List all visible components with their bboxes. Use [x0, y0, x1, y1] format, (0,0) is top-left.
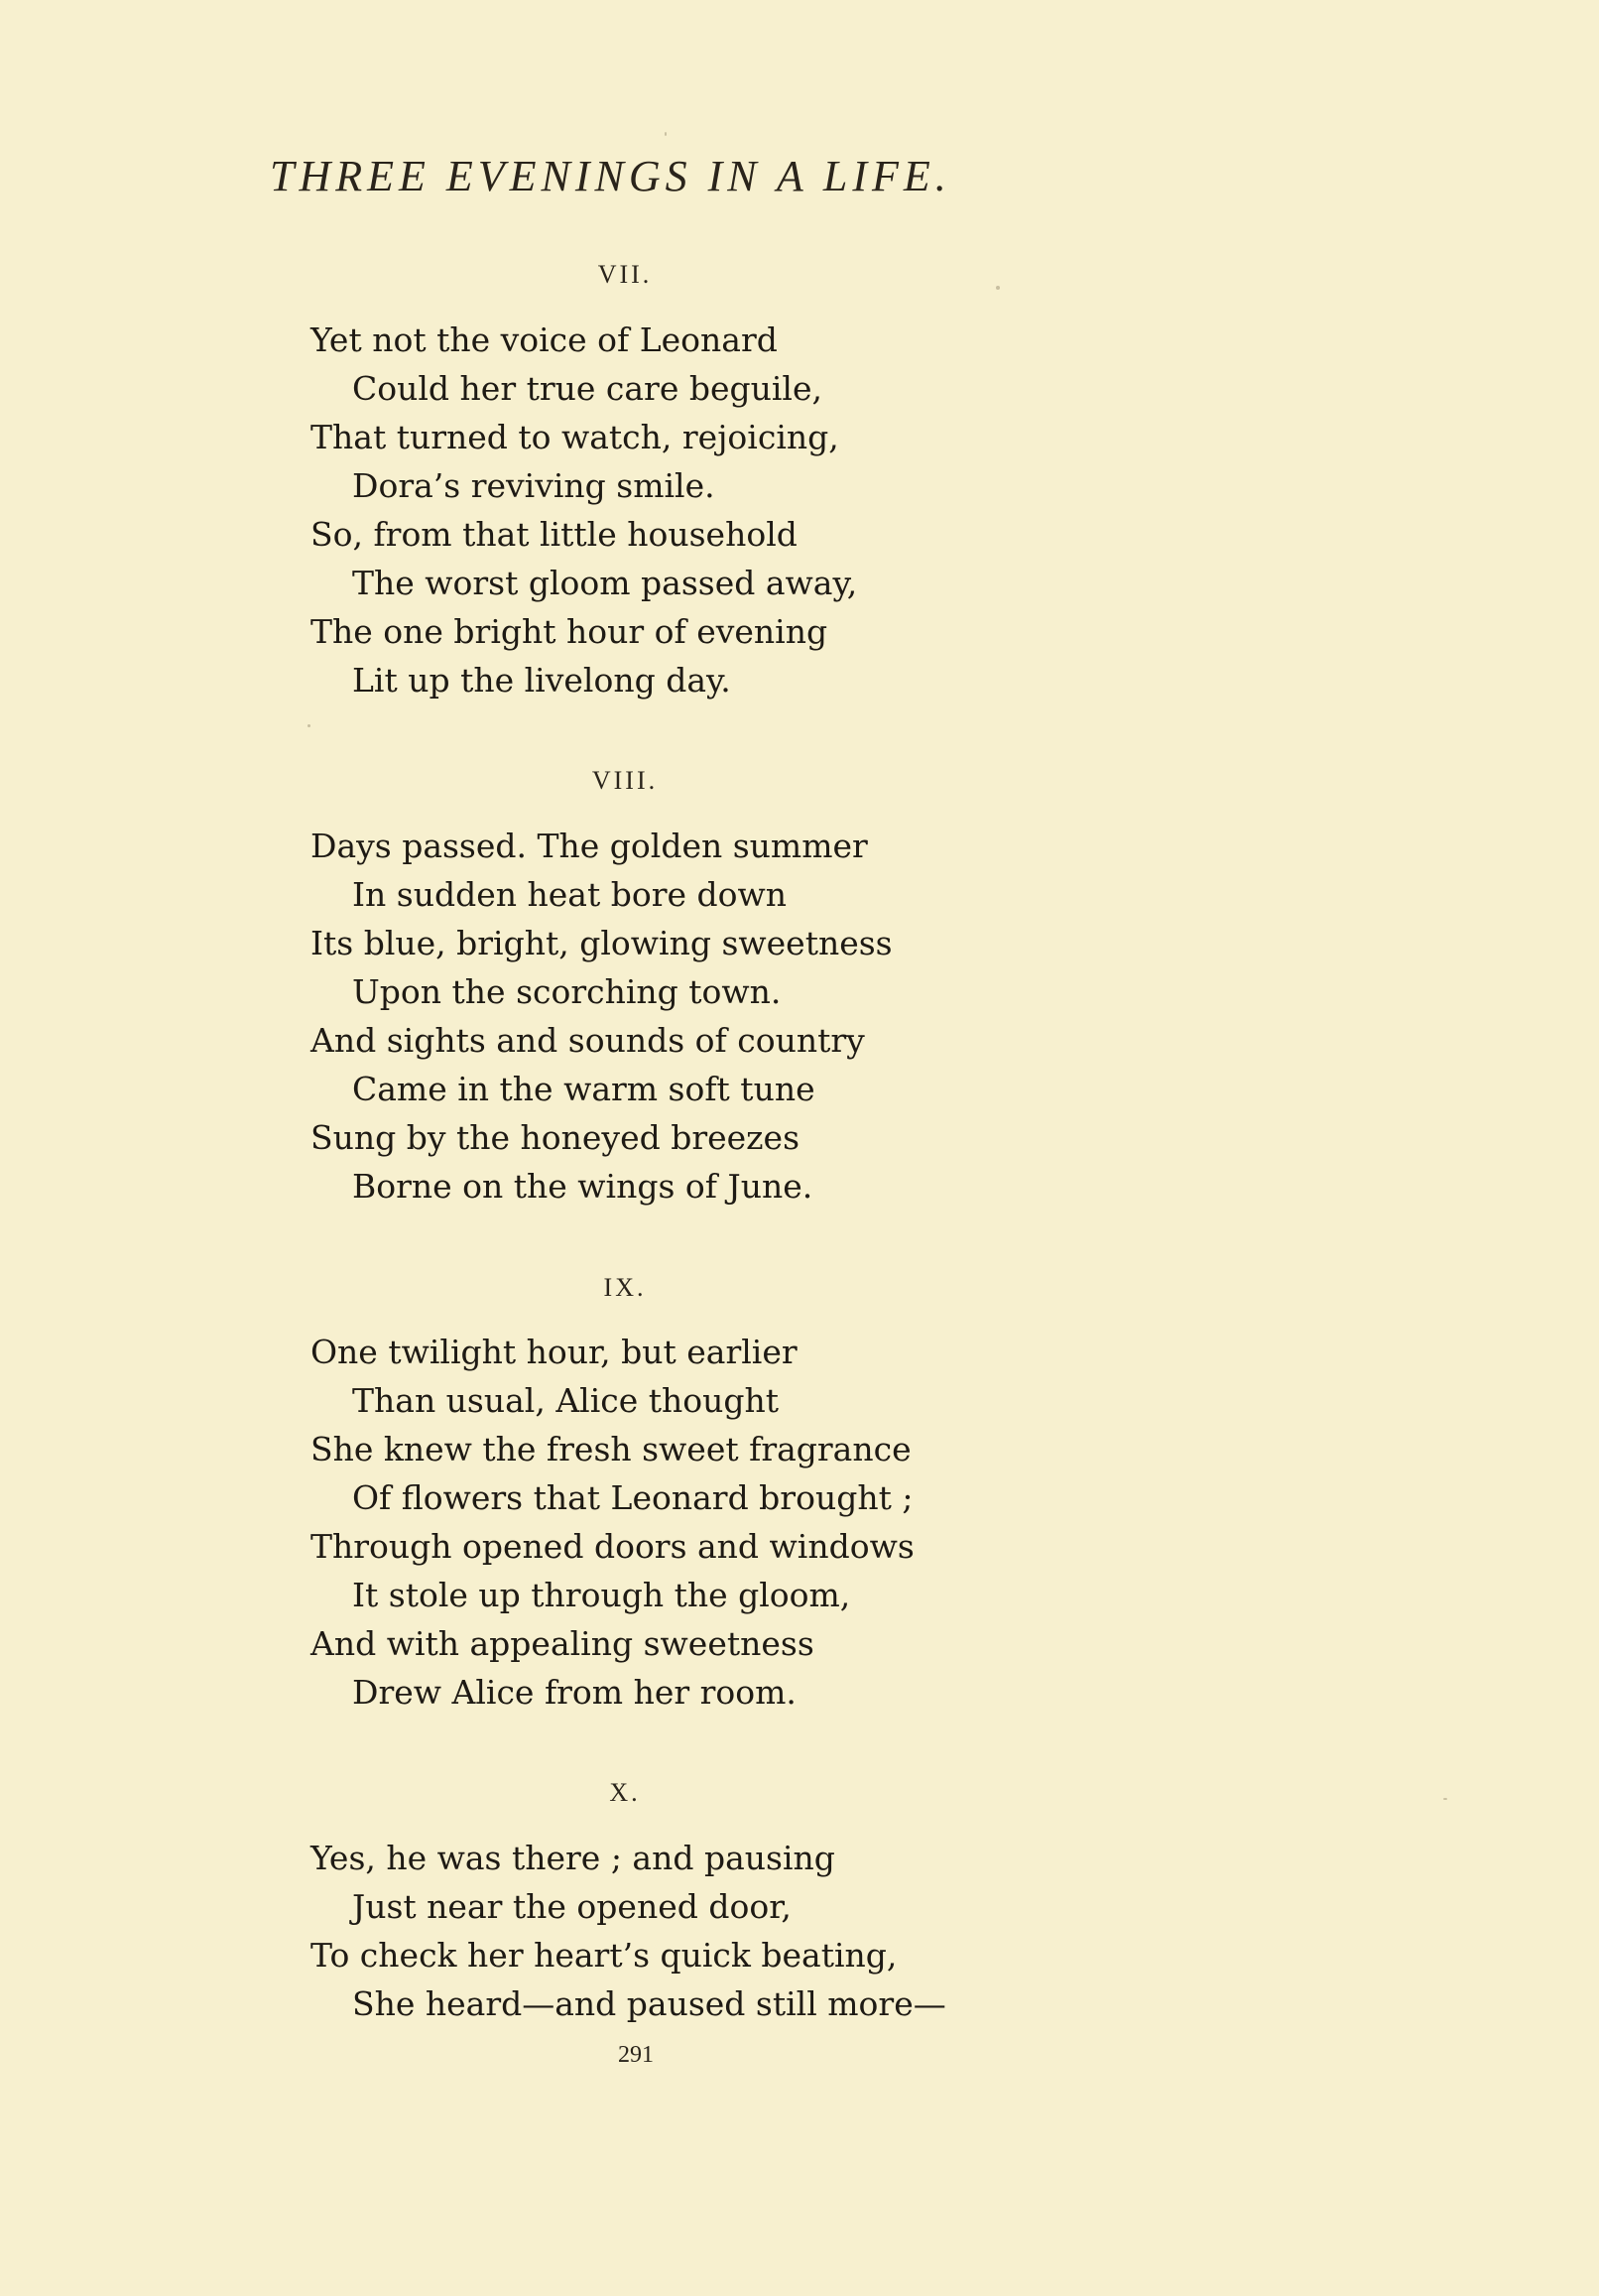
verse-line: It stole up through the gloom, — [352, 1576, 851, 1614]
page-number: 291 — [618, 2042, 654, 2068]
stanza-viii — [310, 822, 893, 1211]
verse-line: To check her heart’s quick beating, — [310, 1936, 898, 1975]
verse-line: That turned to watch, rejoicing, — [310, 418, 839, 456]
verse-line: One twilight hour, but earlier — [310, 1333, 798, 1371]
stanza-x — [310, 1834, 946, 2028]
verse-line: And with appealing sweetness — [310, 1624, 814, 1663]
verse-line: She heard—and paused still more— — [352, 1984, 946, 2023]
verse-line: She knew the fresh sweet fragrance — [310, 1430, 912, 1468]
paper-speck — [996, 286, 1000, 290]
verse-line: Came in the warm soft tune — [352, 1070, 815, 1108]
verse-line: Lit up the livelong day. — [352, 661, 731, 700]
verse-line: Dora’s reviving smile. — [352, 466, 715, 505]
verse-line: Of flowers that Leonard brought ; — [352, 1478, 914, 1517]
verse-line: Just near the opened door, — [352, 1887, 792, 1926]
verse-line: Could her true care beguile, — [352, 369, 823, 408]
verse-line: So, from that little household — [310, 515, 798, 554]
stanza-vii — [310, 316, 857, 704]
verse-line: The worst gloom passed away, — [352, 564, 858, 602]
verse-line: In sudden heat bore down — [352, 875, 787, 914]
verse-line: Yes, he was there ; and pausing — [310, 1839, 835, 1877]
stanza-numeral-vii: VII. — [597, 260, 653, 289]
verse-line: Than usual, Alice thought — [352, 1381, 780, 1420]
paper-speck — [1443, 1798, 1447, 1800]
verse-line: Drew Alice from her room. — [352, 1673, 797, 1712]
verse-line: Days passed. The golden summer — [310, 827, 868, 865]
verse-line: Through opened doors and windows — [310, 1527, 915, 1566]
paper-speck — [665, 132, 667, 136]
verse-line: Sung by the honeyed breezes — [310, 1118, 800, 1157]
verse-line: Its blue, bright, glowing sweetness — [310, 924, 893, 962]
verse-line: Borne on the wings of June. — [352, 1167, 813, 1206]
paper-speck — [308, 724, 310, 727]
stanza-numeral-ix: IX. — [603, 1273, 647, 1302]
stanza-numeral-viii: VIII. — [591, 766, 659, 795]
verse-line: Yet not the voice of Leonard — [310, 320, 778, 359]
running-head: THREE EVENINGS IN A LIFE. — [270, 152, 951, 200]
verse-line: And sights and sounds of country — [310, 1021, 865, 1060]
stanza-numeral-x: X. — [609, 1778, 641, 1807]
verse-line: Upon the scorching town. — [352, 972, 782, 1011]
stanza-ix — [310, 1328, 915, 1717]
verse-line: The one bright hour of evening — [310, 612, 828, 651]
